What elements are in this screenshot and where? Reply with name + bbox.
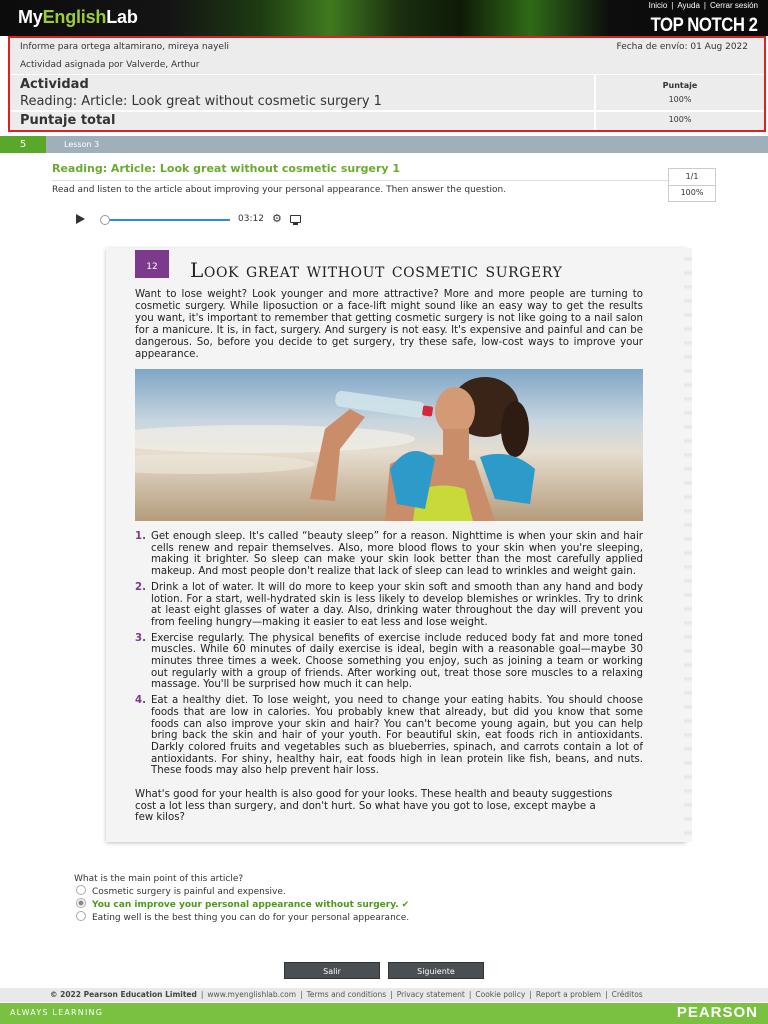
separator: | xyxy=(703,1,706,10)
tip-text: Eat a healthy diet. To lose weight, you need to change your eating habits. You should choose foods that are low in calories. You probably knew that already, but did you know that some foods can also improve your skin and hair? You can't become young again, but you can help bring back the skin and hair of your youth. For beautiful skin, eat foods rich in antioxidants. Darkly colored fruits and vegetables such as blueberries, spinach, and carrots contain a lot of antioxidants. For shiny, healthy hair, eat foods high in lean protein like fish, beans, and nuts. These foods may also help prevent hair loss. xyxy=(151,695,643,777)
report-for-user: Informe para ortega altamirano, mireya nayeli xyxy=(20,42,229,52)
footer-brand-bar xyxy=(0,1003,768,1024)
tagline: ALWAYS LEARNING xyxy=(10,1008,104,1017)
lesson-label: Lesson 3 xyxy=(64,140,100,149)
submission-date: Fecha de envío: 01 Aug 2022 xyxy=(616,42,748,52)
attempt-percent: 100% xyxy=(680,188,704,197)
divider xyxy=(669,185,715,186)
audio-duration: 03:12 xyxy=(238,214,264,224)
separator: | xyxy=(605,990,608,999)
total-score-label: Puntaje total xyxy=(20,113,116,128)
score-header: Puntaje xyxy=(662,81,698,90)
tip-text: Drink a lot of water. It will do more to keep your skin soft and smooth than any hand and body lotion. For a start, well-hydrated skin is less likely to develop blemishes or wrinkles. Try to drink at least eight glasses of water a day. Also, drinking water throughout the day will prevent you from feeling hungry—making it easier to eat less and lose weight. xyxy=(151,581,643,628)
exit-button[interactable]: Salir xyxy=(284,962,380,979)
logo-english: English xyxy=(42,7,107,27)
separator: | xyxy=(529,990,532,999)
report-summary xyxy=(8,36,766,132)
tips-list xyxy=(135,531,643,781)
top-header xyxy=(0,0,768,36)
footer-link-report[interactable]: Report a problem xyxy=(535,990,602,999)
tip-item xyxy=(135,633,643,692)
tip-text: Exercise regularly. The physical benefits of exercise include reduced body fat and more toned muscles. While 60 minutes of daily exercise is ideal, begin with a reasonable goal—maybe 30 minutes three times a week. Choose something you enjoy, such as joining a team or working out regularly with a group of friends. After working out, treat those sore muscles to a relaxing massage. You'll be surprised how much it can help. xyxy=(151,632,643,691)
photo-illustration xyxy=(135,369,643,521)
activity-title: Reading: Article: Look great without cosmetic surgery 1 xyxy=(20,94,382,109)
tip-item xyxy=(135,531,643,578)
tip-number: 3. xyxy=(135,632,146,644)
separator: | xyxy=(390,990,393,999)
footer-links xyxy=(0,988,768,1002)
footer-link-terms[interactable]: Terms and conditions xyxy=(306,990,387,999)
page-number-badge: 12 xyxy=(135,250,169,278)
answer-option-selected[interactable] xyxy=(76,898,409,910)
activity-instructions: Read and listen to the article about improving your personal appearance. Then answer the question. xyxy=(52,185,507,195)
myenglishlab-logo[interactable] xyxy=(18,7,138,28)
radio-button[interactable] xyxy=(76,885,86,895)
audio-progress-track[interactable] xyxy=(102,219,230,221)
activity-heading: Reading: Article: Look great without cosmetic surgery 1 xyxy=(52,162,401,175)
checkmark-icon: ✔ xyxy=(401,900,410,910)
total-row xyxy=(10,111,764,130)
option-text: You can improve your personal appearance without surgery. xyxy=(92,900,399,910)
gear-icon[interactable]: ⚙ xyxy=(272,212,282,225)
tip-number: 2. xyxy=(135,581,146,593)
article-title: Look great without cosmetic surgery xyxy=(190,258,563,282)
footer-link-cookies[interactable]: Cookie policy xyxy=(475,990,526,999)
divider xyxy=(52,180,668,181)
audio-player xyxy=(76,212,316,228)
footer-link-credits[interactable]: Créditos xyxy=(611,990,643,999)
activity-row xyxy=(10,74,764,110)
top-links xyxy=(649,1,758,10)
link-home[interactable]: Inicio xyxy=(648,1,668,10)
product-title: TOP NOTCH 2 xyxy=(651,15,758,36)
answer-option[interactable] xyxy=(76,911,409,923)
score-value: 100% xyxy=(668,95,692,104)
footer-link-site[interactable]: www.myenglishlab.com xyxy=(207,990,297,999)
logo-lab: Lab xyxy=(106,7,138,27)
tip-number: 4. xyxy=(135,695,146,707)
separator: | xyxy=(200,990,204,999)
pearson-logo: PEARSON xyxy=(676,1004,758,1021)
play-icon[interactable] xyxy=(76,214,85,224)
option-text: Cosmetic surgery is painful and expensive. xyxy=(92,887,286,897)
tip-item xyxy=(135,582,643,629)
logo-my: My xyxy=(18,7,43,27)
answer-option[interactable] xyxy=(76,885,286,897)
lesson-bar xyxy=(0,136,768,153)
radio-button[interactable] xyxy=(76,911,86,921)
article-intro: Want to lose weight? Look younger and more attractive? More and more people are turning to cosmetic surgery. While liposuction or a face-lift might sound like an easy way to get the results you want, it's important to remember that getting cosmetic surgery is not like going to a nail salon for a manicure. It is, in fact, surgery. And surgery is not easy. It's expensive and painful and can be dangerous. So, before you decide to get surgery, try these safe, low-cost ways to improve your appearance. xyxy=(135,289,643,360)
option-text: Eating well is the best thing you can do for your personal appearance. xyxy=(92,913,410,923)
article-photo-woman-drinking-water xyxy=(135,369,643,521)
unit-number: 5 xyxy=(0,136,46,153)
link-logout[interactable]: Cerrar sesión xyxy=(709,1,758,10)
radio-button-selected[interactable] xyxy=(76,898,86,908)
attempt-count: 1/1 xyxy=(685,172,699,181)
copyright: © 2022 Pearson Education Limited xyxy=(50,990,197,999)
article-page xyxy=(106,248,686,842)
activity-label: Actividad xyxy=(20,77,89,92)
column-divider xyxy=(594,74,596,130)
assigned-by: Actividad asignada por Valverde, Arthur xyxy=(20,60,200,70)
question-prompt: What is the main point of this article? xyxy=(74,874,244,884)
tip-item xyxy=(135,695,643,777)
separator: | xyxy=(300,990,303,999)
footer-link-privacy[interactable]: Privacy statement xyxy=(396,990,465,999)
audio-scrubber-handle[interactable] xyxy=(100,215,110,225)
next-button[interactable]: Siguiente xyxy=(388,962,484,979)
report-info-row xyxy=(10,38,764,74)
separator: | xyxy=(468,990,472,999)
article-conclusion: What's good for your health is also good for your looks. These health and beauty suggestions cost a lot less than surgery, and don't hurt. So what have you got to lose, except maybe a few kilos? xyxy=(135,789,613,824)
separator: | xyxy=(671,1,674,10)
tip-number: 1. xyxy=(135,531,146,542)
link-help[interactable]: Ayuda xyxy=(677,1,700,10)
transcript-screen-icon[interactable] xyxy=(290,215,301,223)
attempt-score-box xyxy=(668,168,716,202)
tip-text: Get enough sleep. It's called “beauty sleep” for a reason. Nighttime is when your skin and hair cells renew and repair themselves. Also, more blood flows to your skin when you're sleeping, making it brighter. So sleep can make your skin look better than the most carefully applied makeup. And most people don't realize that lack of sleep can lead to wrinkles and weight gain. xyxy=(151,531,643,578)
total-score-value: 100% xyxy=(668,115,692,124)
